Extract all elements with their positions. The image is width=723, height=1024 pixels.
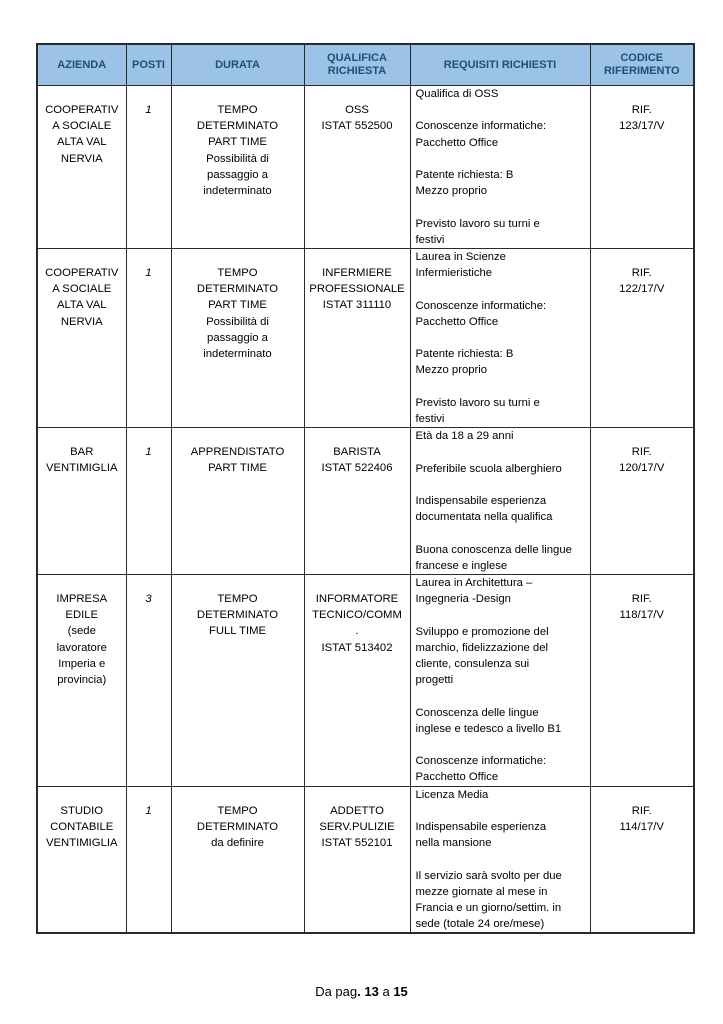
requirement-spacer [416,330,586,346]
cell-qualifica-line: INFORMATORE [315,592,399,605]
cell-durata-line: PART TIME [208,299,267,312]
table-header-row [37,44,694,86]
cell-qualifica-line: ISTAT 513402 [321,641,393,654]
footer-prefix: Da pag [315,984,358,999]
requirement-block [416,819,586,851]
requirement-line: Mezzo proprio [415,185,488,198]
requirement-line: Patente richiesta: B [415,168,514,181]
header-azienda: AZIENDA [37,44,126,86]
cell-azienda-line: ALTA VAL [56,136,107,149]
requirement-spacer [416,444,586,460]
cell-azienda-line: CONTABILE [50,820,114,833]
cell-durata-line: TEMPO [217,104,258,116]
requirement-spacer [416,688,586,704]
requirement-spacer [416,102,586,118]
cell-codice [590,428,694,575]
cell-qualifica [304,786,410,933]
requirement-line: festivi [415,233,445,246]
cell-durata-line: TEMPO [217,266,258,279]
cell-requisiti [410,428,590,575]
requirement-line: Conoscenze informatiche: [415,299,547,312]
requirement-line: Pacchetto Office [415,771,499,784]
requirement-line: marchio, fidelizzazione del [415,641,548,654]
requirement-block [416,868,586,933]
cell-requisiti [410,86,590,249]
cell-durata-line: passaggio a [207,331,268,344]
cell-azienda-line: Imperia e [58,657,106,670]
requirement-block [416,428,586,444]
table-row [37,428,694,575]
requirement-line: Pacchetto Office [415,136,499,149]
cell-durata-line: PART TIME [208,462,267,475]
requirement-block [416,753,586,785]
cell-codice-line: RIF. [631,266,652,279]
requirement-line: Conoscenza delle lingue [415,706,539,719]
cell-azienda-line: IMPRESA [56,592,108,605]
table-body [37,86,694,934]
cell-azienda-line: A SOCIALE [52,283,112,296]
requirement-line: festivi [415,412,445,425]
cell-azienda-line: COOPERATIV [45,266,119,279]
requirement-line: Conoscenze informatiche: [415,120,547,133]
header-posti: POSTI [126,44,171,86]
cell-posti: 1 [126,86,171,249]
cell-codice [590,248,694,427]
requirement-line: Previsto lavoro su turni e [415,396,540,409]
header-codice-line: CODICE [620,52,664,64]
cell-codice-line: RIF. [631,104,652,116]
header-codice [590,44,694,86]
cell-durata [171,574,304,786]
cell-azienda [37,786,126,933]
cell-codice [590,86,694,249]
requirement-block [416,461,586,477]
requirement-spacer [416,737,586,753]
requirement-line: Qualifica di OSS [415,88,499,100]
cell-requisiti [410,248,590,427]
requirement-line: inglese e tedesco a livello B1 [415,722,562,735]
cell-durata-line: TEMPO [217,804,258,817]
cell-codice-line: 118/17/V [619,609,664,622]
requirement-line: francese e inglese [415,559,508,572]
cell-requisiti [410,786,590,933]
cell-qualifica [304,86,410,249]
cell-qualifica-line: OSS [345,104,369,116]
page-range-footer [0,984,723,999]
cell-qualifica-line: INFERMIERE [322,266,392,279]
requirement-line: Patente richiesta: B [415,348,514,361]
header-qualifica [304,44,410,86]
footer-to-page: 15 [393,984,408,999]
footer-from-page: 13 [364,984,379,999]
requirement-line: Sviluppo e promozione del [415,625,549,638]
cell-posti: 1 [126,248,171,427]
cell-posti: 3 [126,574,171,786]
requirement-spacer [416,379,586,395]
cell-codice-line: RIF. [631,446,652,459]
cell-qualifica-line: ISTAT 552500 [321,120,393,133]
requirement-spacer [416,803,586,819]
cell-durata [171,428,304,575]
cell-qualifica-line: BARISTA [333,446,381,459]
requirement-block [416,346,586,378]
cell-qualifica-line: PROFESSIONALE [309,283,405,296]
cell-azienda [37,86,126,249]
cell-codice-line: 122/17/V [619,283,665,296]
cell-azienda-line: NERVIA [60,315,103,328]
cell-qualifica [304,428,410,575]
cell-codice-line: 120/17/V [619,462,665,475]
requirement-spacer [416,851,586,867]
cell-durata-line: DETERMINATO [196,120,279,133]
cell-azienda-line: EDILE [65,609,99,622]
table-row [37,574,694,786]
cell-posti: 1 [126,786,171,933]
requirement-line: Francia e un giorno/settim. in [415,901,562,914]
requirement-line: Previsto lavoro su turni e [415,217,540,230]
cell-codice [590,786,694,933]
cell-azienda [37,248,126,427]
requirement-line: Pacchetto Office [415,315,499,328]
requirement-line: Licenza Media [415,788,489,801]
requirement-block [416,787,586,803]
requirement-line: Età da 18 a 29 anni [415,430,514,443]
requirement-block [416,298,586,330]
cell-azienda-line: STUDIO [60,804,104,817]
job-offers-table [36,43,695,934]
requirement-block [416,216,586,248]
cell-durata-line: DETERMINATO [196,283,279,296]
cell-azienda-line: provincia) [57,673,107,686]
cell-azienda-line: COOPERATIV [45,104,119,116]
requirement-spacer [416,525,586,541]
header-codice-line: RIFERIMENTO [603,65,680,77]
cell-codice-line: RIF. [631,804,652,817]
header-requisiti: REQUISITI RICHIESTI [410,44,590,86]
requirement-line: Laurea in Scienze [415,250,506,263]
requirement-line: Mezzo proprio [415,364,488,377]
requirement-line: Ingegneria -Design [415,593,511,606]
requirement-line: sede (totale 24 ore/mese) [415,918,545,931]
cell-durata-line: da definire [211,836,264,849]
table-row [37,786,694,933]
cell-durata-line: passaggio a [207,168,268,181]
requirement-line: documentata nella qualifica [415,511,553,524]
cell-durata [171,786,304,933]
table-row [37,86,694,249]
header-qualifica-line: QUALIFICA [327,52,387,64]
requirement-block [416,705,586,737]
cell-azienda [37,574,126,786]
cell-durata-line: PART TIME [208,136,267,149]
requirement-block [416,395,586,427]
cell-posti: 1 [126,428,171,575]
cell-codice-line: 123/17/V [619,120,665,133]
requirement-line: Preferibile scuola alberghiero [415,462,562,475]
cell-qualifica-line: ISTAT 552101 [321,836,393,849]
cell-durata-line: TEMPO [217,592,258,605]
requirement-line: Laurea in Architettura – [415,576,533,589]
cell-azienda-line: BAR [70,446,94,459]
requirement-line: Indispensabile esperienza [415,820,547,833]
cell-qualifica [304,574,410,786]
cell-qualifica-line: ISTAT 522406 [321,462,393,475]
cell-azienda-line: (sede [67,625,96,638]
cell-azienda-line: A SOCIALE [52,120,112,133]
requirement-block [416,86,586,102]
requirement-line: Infermieristiche [415,267,493,280]
requirement-line: cliente, consulenza sui [415,657,530,670]
requirement-block [416,249,586,281]
cell-durata-line: DETERMINATO [196,820,279,833]
requirement-spacer [416,151,586,167]
header-durata: DURATA [171,44,304,86]
cell-azienda-line: VENTIMIGLIA [45,462,118,475]
requirement-line: mezze giornate al mese in [415,885,548,898]
header-qualifica-line: RICHIESTA [327,65,387,77]
cell-azienda-line: NERVIA [60,152,103,165]
requirement-line: Il servizio sarà svolto per due [415,869,562,882]
cell-durata [171,248,304,427]
cell-durata-line: FULL TIME [208,625,267,638]
cell-codice-line: RIF. [631,592,652,605]
cell-qualifica [304,248,410,427]
cell-azienda-line: VENTIMIGLIA [45,836,118,849]
requirement-block [416,167,586,199]
cell-durata-line: DETERMINATO [196,609,279,622]
cell-durata-line: indeterminato [203,348,272,360]
cell-durata-line: APPRENDISTATO [190,446,285,459]
requirement-spacer [416,199,586,215]
cell-durata-line: Possibilità di [206,152,269,165]
requirement-block [416,118,586,150]
cell-codice-line: 114/17/V [619,820,664,833]
cell-qualifica-line: ADDETTO [330,804,384,817]
cell-azienda [37,428,126,575]
requirement-line: nella mansione [415,837,492,850]
cell-azienda-line: lavoratore [56,641,107,654]
table-row [37,248,694,427]
requirement-block [416,493,586,525]
cell-codice [590,574,694,786]
cell-qualifica-line: . [355,625,359,638]
requirement-line: Indispensabile esperienza [415,494,547,507]
requirement-spacer [416,477,586,493]
cell-qualifica-line: ISTAT 311110 [322,299,392,312]
requirement-line: progetti [415,674,454,687]
requirement-spacer [416,607,586,623]
requirement-spacer [416,281,586,297]
footer-middle: a [382,984,390,999]
cell-azienda-line: ALTA VAL [56,299,107,312]
requirement-block [416,575,586,607]
requirement-block [416,624,586,689]
cell-durata-line: Possibilità di [206,315,269,328]
cell-qualifica-line: TECNICO/COMM [312,609,402,622]
footer-dot: . [357,984,361,999]
requirement-line: Conoscenze informatiche: [415,755,547,768]
cell-qualifica-line: SERV.PULIZIE [319,820,395,833]
cell-requisiti [410,574,590,786]
requirement-line: Buona conoscenza delle lingue [415,543,572,556]
cell-durata [171,86,304,249]
requirement-block [416,542,586,574]
cell-durata-line: indeterminato [203,185,272,198]
